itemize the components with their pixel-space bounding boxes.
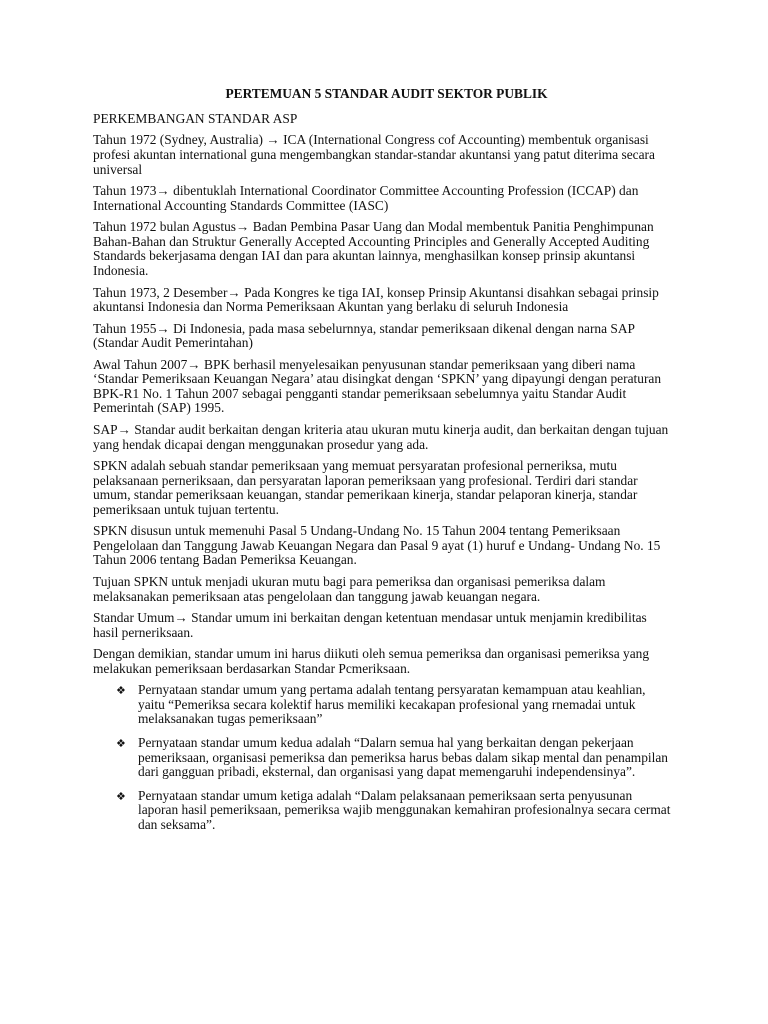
paragraph-spkn-definition: SPKN adalah sebuah standar pemeriksaan yang memuat persyaratan profesional perneriksa, mutu pelaksanaan perneriksaan, dan persyaratan laporan pemeriksaan yang profesional. Terdiri dari standar umum, standar pemeriksaan keuangan, standar pemerikaan kinerja, standar pelaporan kinerja, standar pemeriksaan untuk tujuan tertentu.: [93, 458, 638, 517]
paragraph-dengan-demikian: Dengan demikian, standar umum ini harus diikuti oleh semua pemeriksa dan organisasi pemeriksa yang melakukan pemeriksaan berdasarkan Standar Pcmeriksaan.: [93, 646, 650, 676]
paragraph-1973-iccap: Tahun 1973→ dibentuklah International Coordinator Committee Accounting Profession (ICCAP) dan International Accounting Standards Committee (IASC): [93, 183, 639, 213]
list-item: [116, 682, 672, 727]
paragraph-2007-bpk: Awal Tahun 2007→ BPK berhasil menyelesaikan penyusunan standar pemeriksaan yang diberi nama ‘Standar Pemeriksaan Keuangan Negara’ atau disingkat dengan ‘SPKN’ yang dipayungi dengan peraturan BPK-R1 No. 1 Tahun 2007 sebagai pengganti standar pemeriksaan sebelumnya yaitu Standar Audit Pemerintah (SAP) 1995.: [93, 356, 662, 416]
diamond-bullet-icon: ❖: [116, 789, 126, 803]
bullet-text-third-standard: Pernyataan standar umum ketiga adalah “Dalam pelaksanaan pemeriksaan serta penyusunan laporan hasil pemeriksaan, pemeriksa wajib menggunakan kemahiran profesionalnya secara cermat dan seksama”.: [138, 787, 671, 832]
paragraph-1972-agustus: Tahun 1972 bulan Agustus→ Badan Pembina Pasar Uang dan Modal membentuk Panitia Penghimpunan Bahan-Bahan dan Struktur Generally Accepted Accounting Principles and Generally Accepted Auditing Standards bekerjasama dengan IAI dan para akuntan lainnya, menghasilkan konsep prinsip akuntansi Indonesia.: [93, 219, 654, 279]
bullet-text-first-standard: Pernyataan standar umum yang pertama adalah tentang persyaratan kemampuan atau keahlian, yaitu “Pemeriksa secara kolektif harus memiliki kecakapan profesional yang rnemadai untuk melaksanakan tugas pemeriksaan”: [138, 682, 646, 727]
bullet-text-second-standard: Pernyataan standar umum kedua adalah “Dalarn semua hal yang berkaitan dengan pekerjaan pemeriksaan, organisasi pemeriksa dan pemeriksa harus bebas dalam sikap mental dan penampilan dari gangguan pribadi, eksternal, dan organisasi yang dapat memengaruhi independensinya”.: [138, 734, 668, 780]
paragraph-spkn-legal-basis: SPKN disusun untuk memenuhi Pasal 5 Undang-Undang No. 15 Tahun 2004 tentang Pemeriksaan Pengelolaan dan Tanggung Jawab Keuangan Negara dan Pasal 9 ayat (1) huruf e Undang- Undang No. 15 Tahun 2006 tentang Badan Pemeriksa Keuangan.: [93, 523, 661, 568]
section-heading: PERKEMBANGAN STANDAR ASP: [93, 111, 298, 126]
paragraph-sap-definition: SAP→ Standar audit berkaitan dengan kriteria atau ukuran mutu kinerja audit, dan berkaitan dengan tujuan yang hendak dicapai dengan menggunakan prosedur yang ada.: [93, 421, 669, 452]
paragraph-1955-sap: Tahun 1955→ Di Indonesia, pada masa sebelurnnya, standar pemeriksaan dikenal dengan narna SAP (Standar Audit Pemerintahan): [93, 320, 635, 351]
document-title: PERTEMUAN 5 STANDAR AUDIT SEKTOR PUBLIK: [225, 86, 548, 101]
paragraph-spkn-purpose: Tujuan SPKN untuk menjadi ukuran mutu bagi para pemeriksa dan organisasi pemeriksa dalam melaksanakan pemeriksaan atas pengelolaan dan tanggung jawab keuangan negara.: [93, 573, 606, 604]
diamond-bullet-icon: ❖: [116, 684, 126, 698]
list-item: [116, 787, 672, 833]
paragraph-1973-desember: Tahun 1973, 2 Desember→ Pada Kongres ke tiga IAI, konsep Prinsip Akuntansi disahkan sebagai prinsip akuntansi Indonesia dan Norma Pemeriksaan Akuntan yang berlaku di seluruh Indonesia: [93, 284, 659, 315]
diamond-bullet-icon: ❖: [116, 736, 126, 750]
bullet-list: [93, 683, 672, 832]
list-item: [116, 734, 672, 780]
paragraph-standar-umum: Standar Umum→ Standar umum ini berkaitan dengan ketentuan mendasar untuk menjamin kredibilitas hasil perneriksaan.: [93, 610, 647, 640]
paragraph-1972-sydney: Tahun 1972 (Sydney, Australia) → ICA (International Congress cof Accounting) membentuk organisasi profesi akuntan international guna mengembangkan standar-standar akuntansi yang patut diterima secara universal: [93, 132, 655, 177]
